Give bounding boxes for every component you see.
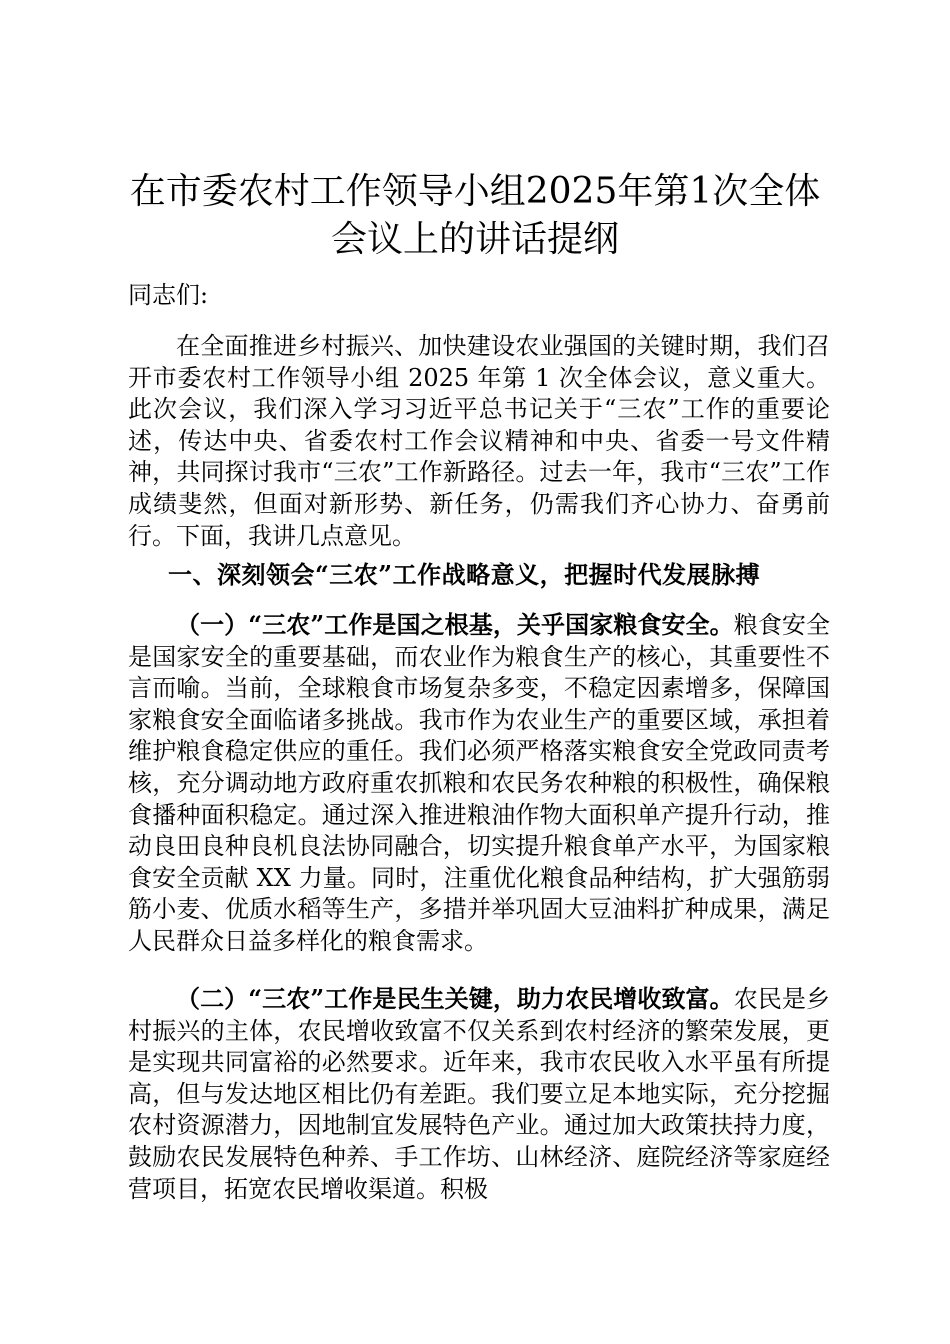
subsection-2-paragraph <box>128 983 830 1205</box>
title-line-2: 会议上的讲话提纲 <box>330 219 619 260</box>
subsection-1-paragraph <box>128 609 830 958</box>
salutation: 同志们: <box>128 281 209 309</box>
subsection-1-lead: （一）“三农”工作是国之根基，关乎国家粮食安全。 <box>176 610 734 639</box>
title-line-1: 在市委农村工作领导小组2025年第1次全体 <box>129 171 821 212</box>
subsection-2-body: 农民是乡村振兴的主体，农民增收致富不仅关系到农村经济的繁荣发展，更是实现共同富裕的必然要求。近年来，我市农民收入水平虽有所提高，但与发达地区相比仍有差距。我们要立足本地实际，充分挖掘农村资源潜力，因地制宜发展特色产业。通过加大政策扶持力度，鼓励农民发展特色种养、手工作坊、山林经济、庭院经济等家庭经营项目，拓宽农民增收渠道。积极 <box>128 985 830 1203</box>
intro-paragraph: 在全面推进乡村振兴、加快建设农业强国的关键时期，我们召开市委农村工作领导小组 2025 年第 1 次全体会议，意义重大。此次会议，我们深入学习习近平总书记关于“三农”工作的重要论述，传达中央、省委农村工作会议精神和中央、省委一号文件精神，共同探讨我市“三农”工作新路径。过去一年，我市“三农”工作成绩斐然，但面对新形势、新任务，仍需我们齐心协力、奋勇前行。下面，我讲几点意见。 <box>128 332 830 550</box>
section-heading-1: 一、深刻领会“三农”工作战略意义，把握时代发展脉搏 <box>168 560 761 589</box>
subsection-2-lead: （二）“三农”工作是民生关键，助力农民增收致富。 <box>176 984 734 1013</box>
subsection-1-body: 粮食安全是国家安全的重要基础，而农业作为粮食生产的核心，其重要性不言而喻。当前，全球粮食市场复杂多变，不稳定因素增多，保障国家粮食安全面临诸多挑战。我市作为农业生产的重要区域，承担着维护粮食稳定供应的重任。我们必须严格落实粮食安全党政同责考核，充分调动地方政府重农抓粮和农民务农种粮的积极性，确保粮食播种面积稳定。通过深入推进粮油作物大面积单产提升行动，推动良田良种良机良法协同融合，切实提升粮食单产水平，为国家粮食安全贡献 XX 力量。同时，注重优化粮食品种结构，扩大强筋弱筋小麦、优质水稻等生产，多措并举巩固大豆油料扩种成果，满足人民群众日益多样化的粮食需求。 <box>128 611 830 955</box>
document-title <box>120 168 830 264</box>
